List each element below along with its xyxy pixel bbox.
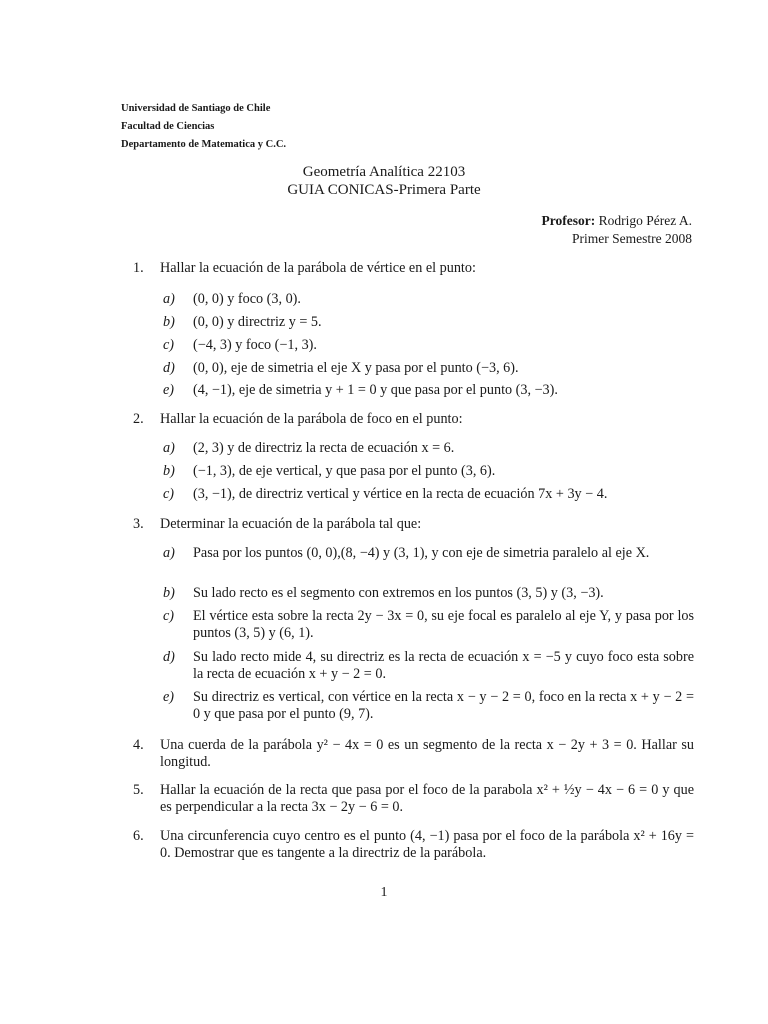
faculty-name: Facultad de Ciencias [121, 121, 215, 132]
professor-label: Profesor: [541, 213, 596, 228]
page-number: 1 [380, 885, 388, 900]
title-line-2: GUIA CONICAS-Primera Parte [287, 182, 481, 198]
item-letter: c) [163, 486, 175, 502]
item-letter: e) [163, 689, 175, 705]
problem-number: 5. [133, 782, 144, 798]
document-title [0, 163, 768, 199]
problem-number: 4. [133, 737, 144, 753]
problem-number: 2. [133, 411, 144, 427]
semester: Primer Semestre 2008 [572, 231, 692, 246]
document-meta [542, 212, 692, 248]
problem-text: Hallar la ecuación de la parábola de foco en el punto: [160, 411, 463, 427]
item-text: El vértice esta sobre la recta 2y − 3x = 0, su eje focal es paralelo al eje Y, y pasa por los puntos (3, 5) y (6, 1). [193, 608, 694, 641]
problem-number: 1. [133, 260, 144, 276]
problem-text: Hallar la ecuación de la recta que pasa por el foco de la parabola x² + ½y − 4x − 6 = 0 y que es perpendicular a la recta 3x − 2y − 6 = 0. [160, 782, 694, 815]
problem-text: Una circunferencia cuyo centro es el punto (4, −1) pasa por el foco de la parábola x² + 16y = 0. Demostrar que es tangente a la directriz de la parábola. [160, 828, 694, 861]
item-text: (3, −1), de directriz vertical y vértice en la recta de ecuación 7x + 3y − 4. [193, 486, 608, 502]
department-name: Departamento de Matematica y C.C. [121, 139, 287, 150]
item-letter: c) [163, 337, 175, 353]
item-letter: a) [163, 440, 175, 456]
item-text: (0, 0) y directriz y = 5. [193, 314, 322, 330]
item-letter: b) [163, 463, 175, 479]
item-text: (0, 0) y foco (3, 0). [193, 291, 301, 307]
university-name: Universidad de Santiago de Chile [121, 103, 271, 114]
item-text: Pasa por los puntos (0, 0),(8, −4) y (3, 1), y con eje de simetria paralelo al eje X. [193, 545, 650, 561]
item-text: (4, −1), eje de simetria y + 1 = 0 y que pasa por el punto (3, −3). [193, 382, 558, 398]
problem-text: Hallar la ecuación de la parábola de vértice en el punto: [160, 260, 476, 276]
item-text: (−1, 3), de eje vertical, y que pasa por el punto (3, 6). [193, 463, 496, 479]
item-text: Su lado recto es el segmento con extremos en los puntos (3, 5) y (3, −3). [193, 585, 604, 601]
item-text: Su directriz es vertical, con vértice en la recta x − y − 2 = 0, foco en la recta x + y − 2 = 0 y que pasa por el punto (9, 7). [193, 689, 694, 722]
problem-number: 6. [133, 828, 144, 844]
item-letter: d) [163, 649, 175, 665]
item-text: (2, 3) y de directriz la recta de ecuación x = 6. [193, 440, 455, 456]
problem-text: Una cuerda de la parábola y² − 4x = 0 es un segmento de la recta x − 2y + 3 = 0. Hallar su longitud. [160, 737, 694, 770]
problem-number: 3. [133, 516, 144, 532]
item-letter: e) [163, 382, 175, 398]
item-text: (−4, 3) y foco (−1, 3). [193, 337, 317, 353]
professor-name: Rodrigo Pérez A. [595, 213, 692, 228]
problem-text: Determinar la ecuación de la parábola tal que: [160, 516, 422, 532]
item-text: Su lado recto mide 4, su directriz es la recta de ecuación x = −5 y cuyo foco esta sobre la recta de ecuación x + y − 2 = 0. [193, 649, 694, 682]
title-line-1: Geometría Analítica 22103 [302, 164, 466, 180]
item-letter: d) [163, 360, 175, 376]
item-letter: b) [163, 585, 175, 601]
item-letter: b) [163, 314, 175, 330]
item-letter: a) [163, 291, 175, 307]
institution-header [121, 100, 286, 154]
item-letter: a) [163, 545, 175, 561]
item-letter: c) [163, 608, 175, 624]
item-text: (0, 0), eje de simetria el eje X y pasa por el punto (−3, 6). [193, 360, 519, 376]
professor-line [542, 212, 692, 230]
